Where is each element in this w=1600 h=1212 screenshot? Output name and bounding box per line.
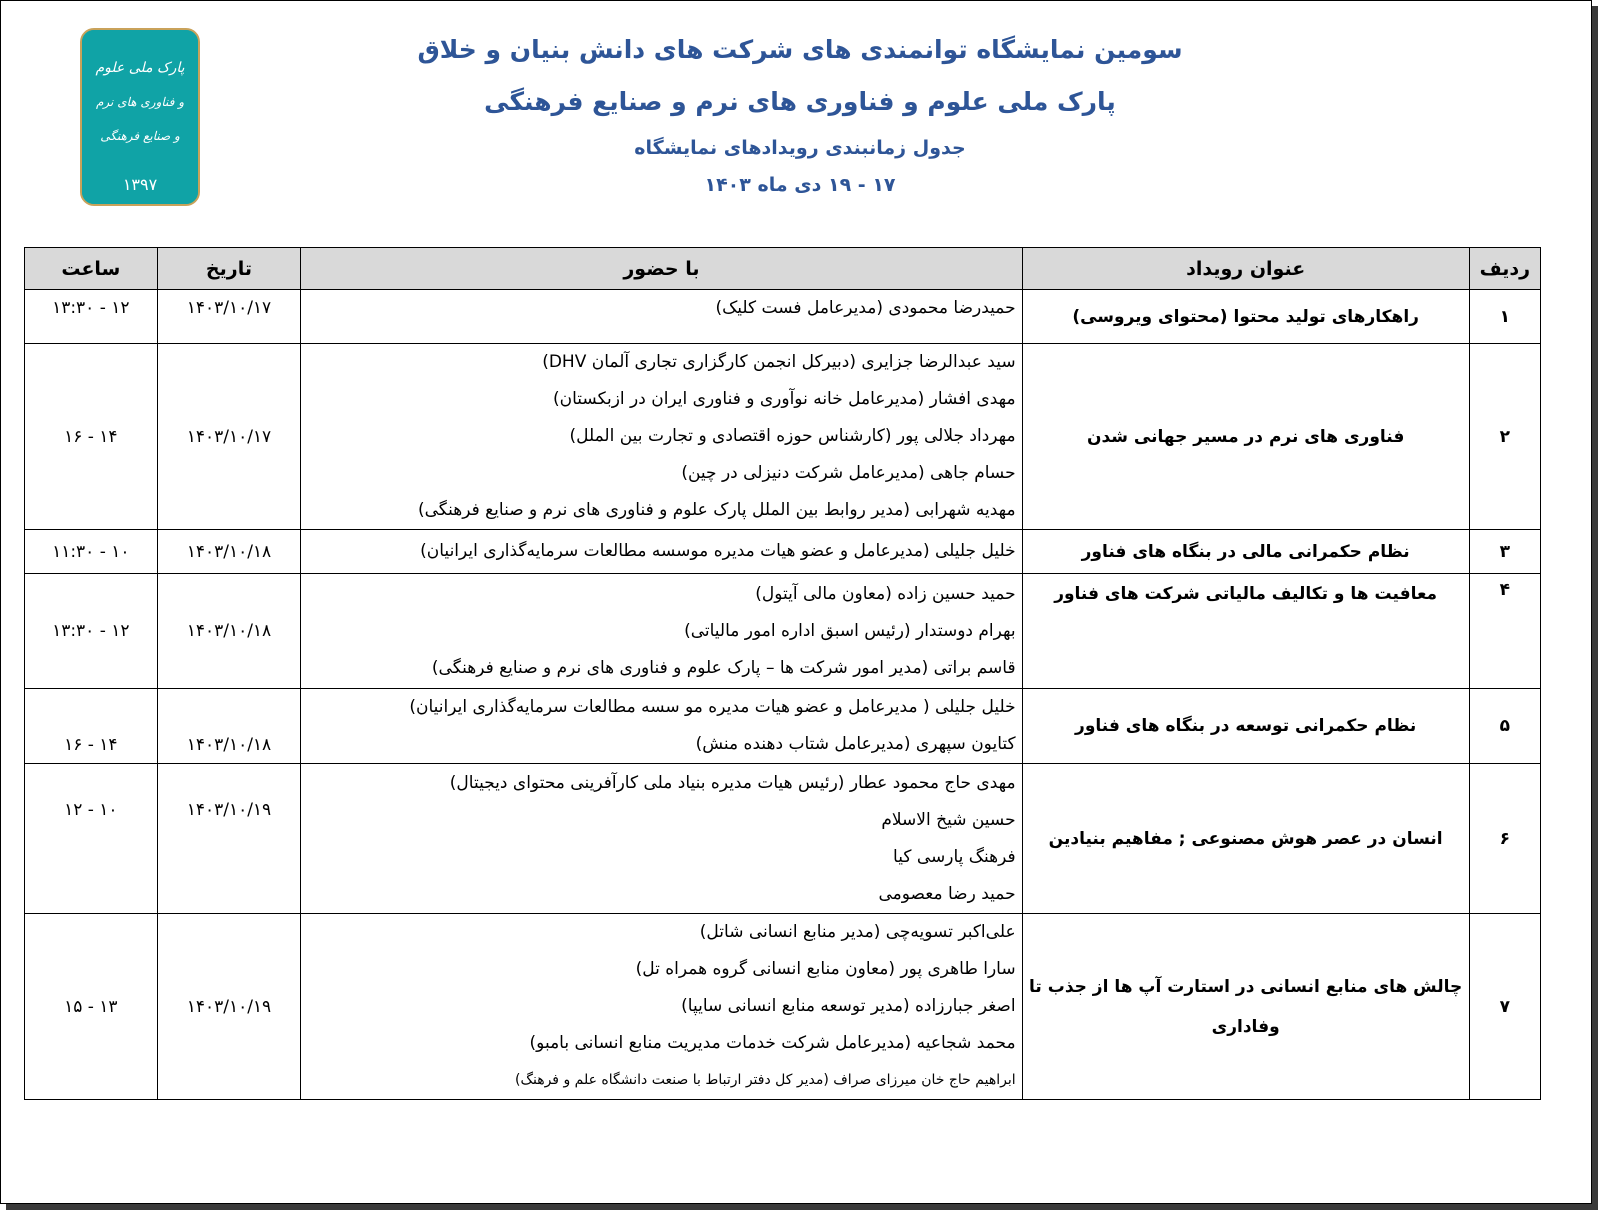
event-title: راهکارهای تولید محتوا (محتوای ویروسی) [1022,290,1469,344]
logo-line-2: و فناوری های نرم [95,95,185,109]
header-num: ردیف [1469,248,1540,290]
park-logo-emblem [82,30,198,204]
speakers-cell [301,764,1022,914]
speaker: حمید رضا معصومی [878,883,1016,904]
speakers-cell [301,530,1022,574]
exhibition-title: سومین نمایشگاه توانمندی های شرکت های دانش بنیان و خلاق [417,35,1183,64]
logo-line-1: پارک ملی علوم [95,60,185,76]
event-time: ۱۴ - ۱۶ [25,344,158,530]
event-time: ۱۲ - ۱۳:۳۰ [25,574,158,689]
event-title: نظام حکمرانی مالی در بنگاه های فناور [1022,530,1469,574]
speaker: حسام جاهی (مدیرعامل شرکت دنیزلی در چین) [681,463,1016,483]
speaker: مهدی حاج محمود عطار (رئیس هیات مدیره بنیاد ملی کارآفرینی محتوای دیجیتال) [449,772,1016,793]
logo-year: ۱۳۹۷ [122,175,158,194]
table-row [25,689,1541,764]
header-title: عنوان رویداد [1022,248,1469,290]
header-time: ساعت [25,248,158,290]
table-row [25,344,1541,530]
row-num: ۱ [1469,290,1540,344]
speakers-cell [301,914,1022,1100]
logo-line-3: و صنایع فرهنگی [100,129,180,143]
event-date: ۱۴۰۳/۱۰/۱۷ [157,290,301,344]
event-title: نظام حکمرانی توسعه در بنگاه های فناور [1022,689,1469,764]
speaker: فرهنگ پارسی کیا [893,846,1016,867]
row-num: ۳ [1469,530,1540,574]
event-title: انسان در عصر هوش مصنوعی ; مفاهیم بنیادین [1022,764,1469,914]
speaker: ابراهیم حاج خان میرزای صراف (مدیر کل دفتر ارتباط با صنعت دانشگاه علم و فرهنگ) [514,1072,1016,1088]
schedule-table [24,247,1541,1100]
speaker: محمد شجاعیه (مدیرعامل شرکت خدمات مدیریت منابع انسانی بامبو) [529,1033,1016,1053]
table-row [25,574,1541,689]
header-date: تاریخ [157,248,301,290]
speakers-cell [301,344,1022,530]
schedule-title: جدول زمانبندی رویدادهای نمایشگاه [634,137,966,159]
table-row [25,530,1541,574]
event-time: ۱۳ - ۱۵ [25,914,158,1100]
speakers-cell [301,574,1022,689]
table-row [25,764,1541,914]
park-name: پارک ملی علوم و فناوری های نرم و صنایع فرهنگی [484,87,1116,116]
event-time: ۱۲ - ۱۳:۳۰ [25,290,158,344]
event-time: ۱۰ - ۱۲ [25,764,158,914]
speaker: قاسم براتی (مدیر امور شرکت ها – پارک علوم و فناوری های نرم و صنایع فرهنگی) [431,657,1016,678]
event-dates: ۱۷ - ۱۹ دی ماه ۱۴۰۳ [704,174,896,196]
speakers-cell [301,689,1022,764]
table-row [25,914,1541,1100]
event-date: ۱۴۰۳/۱۰/۱۹ [157,914,301,1100]
speaker: مهدی افشار (مدیرعامل خانه نوآوری و فناوری ایران در ازبکستان) [552,389,1016,409]
row-num: ۵ [1469,689,1540,764]
speaker: بهرام دوستدار (رئیس اسبق اداره امور مالیاتی) [684,620,1016,641]
speaker: حمید حسین زاده (معاون مالی آیتول) [755,583,1016,604]
event-title: معافیت ها و تکالیف مالیاتی شرکت های فناور [1022,574,1469,689]
event-title: فناوری های نرم در مسیر جهانی شدن [1022,344,1469,530]
speaker: کتایون سپهری (مدیرعامل شتاب دهنده منش) [695,734,1016,754]
event-date: ۱۴۰۳/۱۰/۱۸ [157,689,301,764]
park-logo [80,28,200,206]
speaker: اصغر جبارزاده (مدیر توسعه منابع انسانی سایپا) [681,996,1016,1016]
row-num: ۴ [1469,574,1540,689]
event-time: ۱۴ - ۱۶ [25,689,158,764]
row-num: ۶ [1469,764,1540,914]
table-row [25,290,1541,344]
event-title: چالش های منابع انسانی در استارت آپ ها از جذب تا وفاداری [1022,914,1469,1100]
speaker: خلیل جلیلی (مدیرعامل و عضو هیات مدیره موسسه مطالعات سرمایه‌گذاری ایرانیان) [420,541,1016,561]
header-people: با حضور [301,248,1022,290]
speaker: علی‌اکبر تسویه‌چی (مدیر منابع انسانی شاتل) [699,922,1016,942]
row-num: ۲ [1469,344,1540,530]
event-date: ۱۴۰۳/۱۰/۱۷ [157,344,301,530]
event-date: ۱۴۰۳/۱۰/۱۹ [157,764,301,914]
page-heading [300,24,1300,202]
row-num: ۷ [1469,914,1540,1100]
speaker: خلیل جلیلی ( مدیرعامل و عضو هیات مدیره مو سسه مطالعات سرمایه‌گذاری ایرانیان) [409,697,1016,717]
speaker: سید عبدالرضا جزایری (دبیرکل انجمن کارگزاری تجاری آلمان DHV) [542,352,1016,372]
speaker: سارا طاهری پور (معاون منابع انسانی گروه همراه تل) [635,959,1016,979]
table-header-row [25,248,1541,290]
event-date: ۱۴۰۳/۱۰/۱۸ [157,530,301,574]
speaker: مهرداد جلالی پور (کارشناس حوزه اقتصادی و تجارت بین الملل) [569,426,1016,446]
speaker: حسین شیخ الاسلام [881,809,1016,830]
speaker: مهدیه شهرابی (مدیر روابط بین الملل پارک علوم و فناوری های نرم و صنایع فرهنگی) [417,500,1016,520]
speakers-cell [301,290,1022,344]
event-time: ۱۰ - ۱۱:۳۰ [25,530,158,574]
speaker: حمیدرضا محمودی (مدیرعامل فست کلیک) [715,298,1016,318]
event-date: ۱۴۰۳/۱۰/۱۸ [157,574,301,689]
